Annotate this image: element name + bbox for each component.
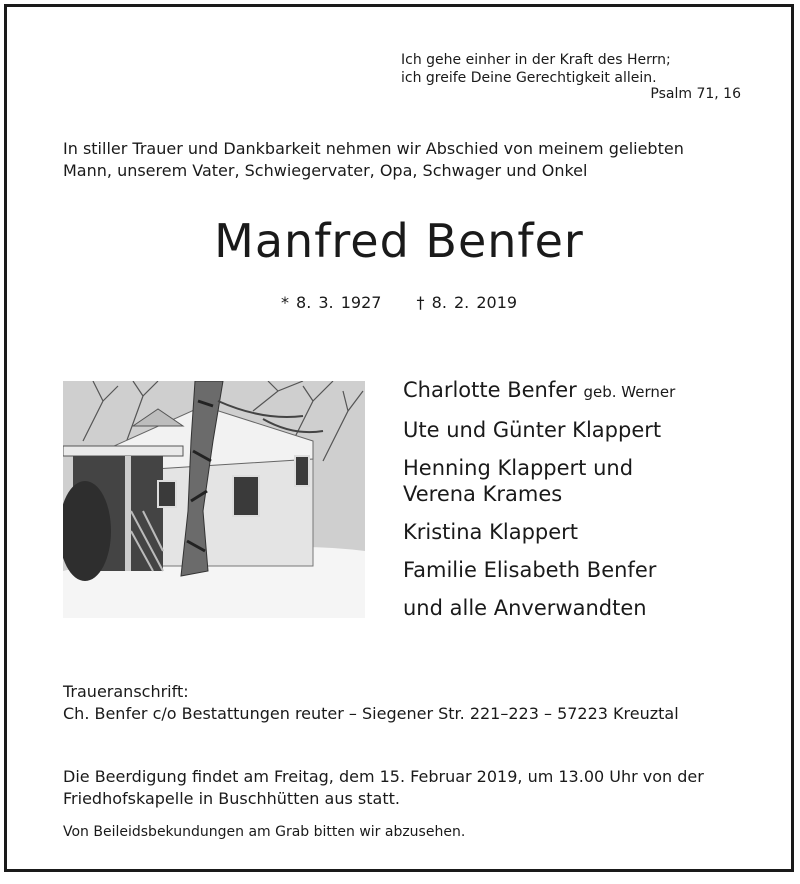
address-label: Traueranschrift: (63, 682, 189, 701)
mourners-list (403, 377, 763, 633)
mourner-item: Kristina Klappert (403, 520, 579, 544)
verse-line-2: ich greife Deine Gerechtigkeit allein. (401, 70, 657, 86)
intro-line-2: Mann, unserem Vater, Schwiegervater, Opa, Schwager und Onkel (63, 161, 588, 180)
verse-line-1: Ich gehe einher in der Kraft des Herrn; (401, 52, 671, 68)
birth-date: * 8. 3. 1927 (280, 293, 382, 312)
mourner-item: und alle Anverwandten (403, 596, 647, 620)
funeral-line-2: Friedhofskapelle in Buschhütten aus statt. (63, 789, 400, 808)
mourner-item (403, 377, 763, 405)
mourner-item (403, 455, 763, 507)
life-dates (7, 293, 791, 312)
funeral-line-1: Die Beerdigung findet am Freitag, dem 15. Februar 2019, um 13.00 Uhr von der (63, 767, 704, 786)
mourner-name: Henning Klappert und (403, 456, 634, 480)
intro-line-1: In stiller Trauer und Dankbarkeit nehmen wir Abschied von meinem geliebten (63, 139, 684, 158)
verse-reference: Psalm 71, 16 (650, 86, 741, 102)
mourner-item: Familie Elisabeth Benfer (403, 558, 657, 582)
condolence-note: Von Beileidsbekundungen am Grab bitten wir abzusehen. (63, 824, 466, 840)
intro-text (63, 138, 753, 182)
mourner-note: geb. Werner (583, 383, 676, 401)
death-date: † 8. 2. 2019 (416, 293, 518, 312)
mourning-address: Ch. Benfer c/o Bestattungen reuter – Siegener Str. 221–223 – 57223 Kreuztal (63, 704, 679, 723)
mourner-name-line-2: Verena Krames (403, 482, 563, 506)
winter-house-photo (63, 381, 365, 618)
bible-verse (401, 51, 741, 87)
mourner-name: Charlotte Benfer (403, 378, 577, 402)
obituary-notice (4, 4, 794, 872)
funeral-info (63, 766, 763, 810)
photo-illustration (63, 381, 365, 618)
mourner-item: Ute und Günter Klappert (403, 418, 662, 442)
deceased-name: Manfred Benfer (214, 214, 584, 268)
